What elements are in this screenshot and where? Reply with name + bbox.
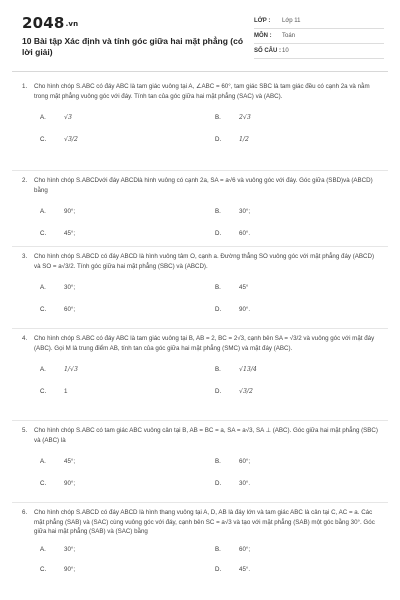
logo-suffix: .vn [65, 19, 79, 28]
page-title: 10 Bài tập Xác định và tính góc giữa hai mặt phẳng (có lời giải) [22, 36, 244, 57]
option-b-value: 30°; [239, 208, 251, 215]
option-d[interactable]: D. 60°. [215, 230, 251, 237]
question-4 [22, 334, 382, 397]
option-d-value: 45°. [239, 565, 251, 573]
question-2 [22, 176, 382, 239]
meta-key: SỐ CÂU : [254, 48, 281, 54]
option-d[interactable]: D. 90°. [215, 306, 251, 313]
option-c[interactable]: C. 1 [40, 388, 68, 395]
question-divider [12, 246, 388, 247]
question-6 [22, 508, 382, 577]
option-a[interactable]: A. 30°; [40, 545, 76, 553]
meta-row-grade [254, 14, 384, 29]
question-text: Cho hình chóp S.ABCD có đáy ABCD là hình vuông tâm O, cạnh a. Đường thẳng SO vuông góc với mặt phẳng đáy (ABCD) và SO = a√3/2. Tính góc giữa hai mặt phẳng (SBC) và (ABCD). [34, 253, 375, 270]
option-c-value: 90°; [64, 480, 76, 487]
option-c-value: 1 [64, 388, 68, 395]
option-a-value: 30°; [64, 545, 76, 553]
option-a-value: 1/√3 [64, 366, 78, 373]
question-text: Cho hình chóp S.ABC có tam giác ABC vuông cân tại B, AB = BC = a, SA = a√3, SA ⊥ (ABC). Góc giữa hai mặt phẳng (SBC) và (ABC) là [34, 427, 378, 444]
question-text: Cho hình chóp S.ABC có đáy ABC là tam giác vuông tại A, ∠ABC = 60°, tam giác SBC là tam giác đều có cạnh 2a và nằm trong mặt phẳng vuông góc với đáy. Tính tan của góc giữa hai mặt phẳng (SAC) và (ABC). [34, 83, 370, 100]
option-a-value: 30°; [64, 284, 76, 291]
option-b[interactable]: B. 60°; [215, 545, 251, 553]
option-c[interactable]: C. 60°; [40, 306, 76, 313]
question-number: 1. [22, 83, 28, 90]
option-a-value: 90°; [64, 208, 76, 215]
question-text: Cho hình chóp S.ABC có đáy ABC là tam giác vuông tại B, AB = 2, BC = 2√3, cạnh bên SA = √3/2 và vuông góc với mặt đáy (ABC). Gọi M là trung điểm AB, tính tan của góc giữa hai mặt phẳng (SMC) và mặt đáy (ABC). [34, 335, 375, 352]
meta-key: LỚP : [254, 18, 271, 24]
logo-main: 2048 [22, 14, 65, 32]
option-c[interactable]: C. 45°; [40, 230, 76, 237]
option-d-value: 60°. [239, 230, 251, 237]
option-c[interactable]: C. 90°; [40, 565, 76, 573]
question-number: 2. [22, 177, 28, 184]
meta-row-subject [254, 29, 384, 44]
option-d[interactable]: D. 1/2 [215, 136, 249, 143]
option-b[interactable]: B. 2√3 [215, 114, 251, 121]
question-3 [22, 252, 382, 315]
option-b[interactable]: B. √13/4 [215, 366, 257, 373]
question-5 [22, 426, 382, 489]
meta-key: MÔN : [254, 33, 272, 39]
option-c[interactable]: C. 90°; [40, 480, 76, 487]
options [40, 537, 382, 577]
question-divider [12, 170, 388, 171]
meta-value: 10 [282, 48, 289, 54]
meta-table [254, 14, 384, 59]
option-b-value: 60°; [239, 545, 251, 553]
option-a-value: √3 [64, 114, 72, 121]
question-divider [12, 420, 388, 421]
option-a[interactable]: A. 1/√3 [40, 366, 78, 373]
option-c-value: √3/2 [64, 136, 78, 143]
options [40, 445, 382, 489]
option-b-value: 2√3 [239, 114, 251, 121]
question-number: 5. [22, 427, 28, 434]
header-divider [12, 71, 388, 72]
option-b-value: 60°; [239, 458, 251, 465]
question-text: Cho hình chóp S.ABCD có đáy ABCD là hình thang vuông tại A, D, AB là đáy lớn và tam giác ABC là cân tại C, AC = a. Các mặt phẳng (SAB) và (SAC) cùng vuông góc với đáy, cạnh bên SC = a√3 và tạo với mặt phẳng (SAB) một góc bằng 30°. Góc giữa hai mặt phẳng (SAB) và (SAC) bằng [34, 509, 375, 535]
meta-row-count [254, 44, 384, 59]
option-a[interactable]: A. √3 [40, 114, 72, 121]
question-divider [12, 328, 388, 329]
option-b-value: 45° [239, 284, 249, 291]
meta-value: Lớp 11 [282, 18, 301, 24]
option-c[interactable]: C. √3/2 [40, 136, 78, 143]
question-number: 4. [22, 335, 28, 342]
site-logo[interactable] [22, 14, 78, 32]
options [40, 353, 382, 397]
option-d[interactable]: D. 30°. [215, 480, 251, 487]
options [40, 271, 382, 315]
option-b[interactable]: B. 60°; [215, 458, 251, 465]
meta-value: Toán [282, 33, 296, 39]
option-d-value: 30°. [239, 480, 251, 487]
option-b-value: √13/4 [239, 366, 257, 373]
option-d[interactable]: D. 45°. [215, 565, 251, 573]
option-c-value: 60°; [64, 306, 76, 313]
options [40, 195, 382, 239]
option-c-value: 90°; [64, 565, 76, 573]
question-text: Cho hình chóp S.ABCDvới đáy ABCDlà hình vuông có cạnh 2a, SA = a√6 và vuông góc với đáy. Góc giữa (SBD)và (ABCD) bằng [34, 177, 373, 194]
question-divider [12, 502, 388, 503]
option-d-value: √3/2 [239, 388, 253, 395]
question-1 [22, 82, 382, 145]
question-number: 6. [22, 509, 28, 516]
options [40, 101, 382, 145]
option-a[interactable]: A. 90°; [40, 208, 76, 215]
option-d[interactable]: D. √3/2 [215, 388, 253, 395]
option-b[interactable]: B. 45° [215, 284, 249, 291]
option-a[interactable]: A. 30°; [40, 284, 76, 291]
option-b[interactable]: B. 30°; [215, 208, 251, 215]
option-d-value: 90°. [239, 306, 251, 313]
option-c-value: 45°; [64, 230, 76, 237]
option-a-value: 45°; [64, 458, 76, 465]
option-d-value: 1/2 [239, 136, 249, 143]
option-a[interactable]: A. 45°; [40, 458, 76, 465]
question-number: 3. [22, 253, 28, 260]
